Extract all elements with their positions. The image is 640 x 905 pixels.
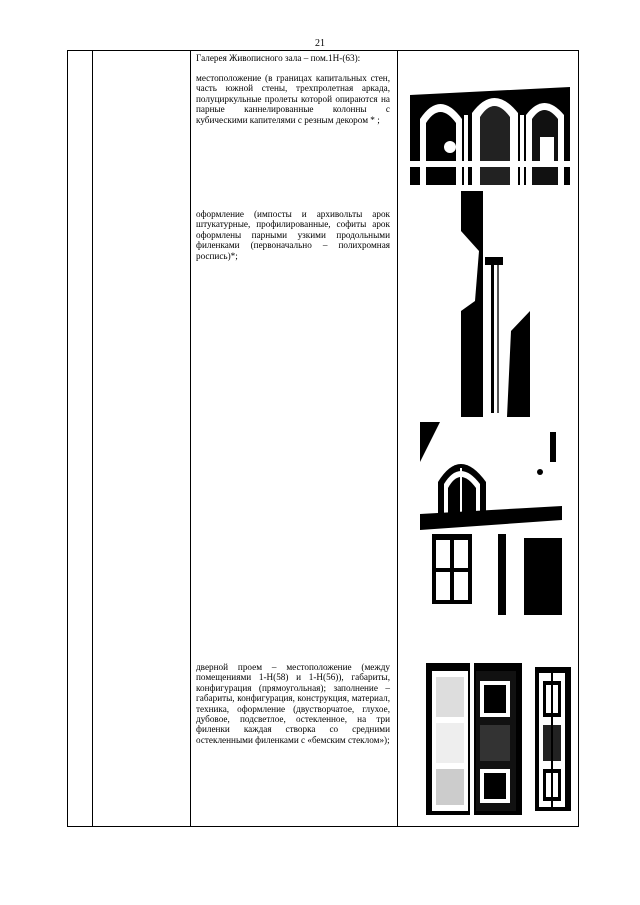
double-door-photo	[426, 663, 522, 815]
entry-heading: Галерея Живописного зала – пом.1Н-(63):	[196, 53, 361, 63]
table-row	[68, 51, 579, 827]
arched-window-photo	[420, 422, 562, 615]
arcade-photo	[410, 57, 570, 185]
description-table	[67, 50, 579, 827]
photo-cell	[398, 51, 579, 827]
object-name-cell	[93, 51, 191, 827]
row-number-cell	[68, 51, 93, 827]
location-paragraph: местоположение (в границах капитальных стен, часть южной стены, трехпролетная аркада, полуциркульные пролеты которой опираются на парные каннелированные колонны с кубическими капителями с резным декором * ;	[196, 73, 390, 125]
doorway-paragraph: дверной проем – местоположение (между помещениями 1-Н(58) и 1-Н(56)), габариты, конфигурация (прямоугольная); заполнение – габариты, конфигурация, конструкция, материал, техника, оформление (двустворчатое, глухое, дубовое, подсветлое, остекленное, на три филенки каждая створка со средними остекленными филенками с «бемским стеклом»);	[196, 662, 390, 745]
page-number: 21	[315, 38, 325, 49]
decoration-paragraph: оформление (импосты и архивольты арок штукатурные, профилированные, софиты арок оформлены парными узкими продольными филенками (первоначально – полихромная роспись)*;	[196, 209, 390, 261]
description-cell	[191, 51, 398, 827]
column-photo	[461, 191, 530, 417]
door-detail-photo	[535, 667, 571, 811]
